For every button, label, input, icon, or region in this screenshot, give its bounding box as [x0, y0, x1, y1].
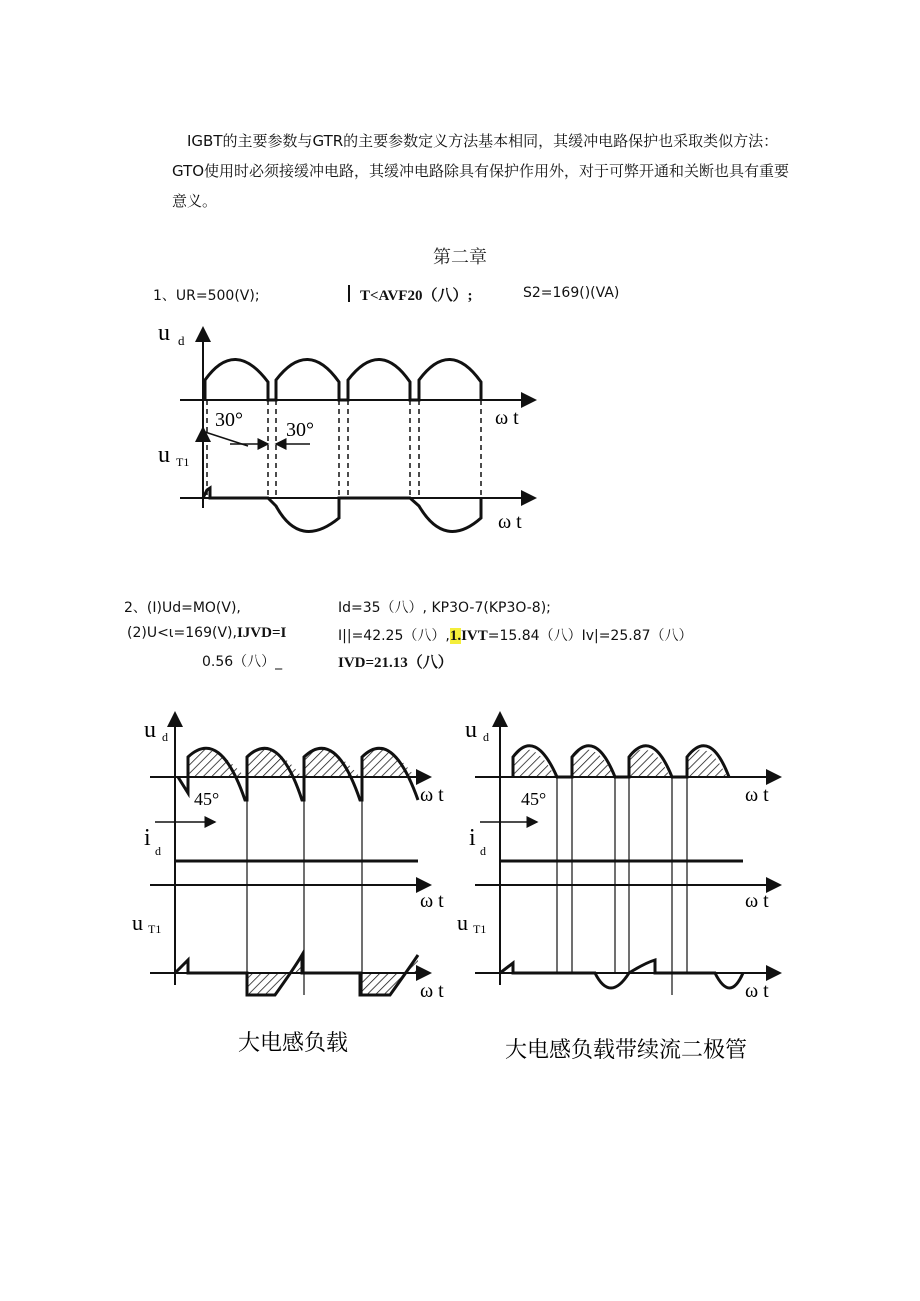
q2-currents — [338, 625, 693, 645]
q2-ijvd: IJVD=I — [236, 625, 287, 641]
ud-label-sub: d — [178, 333, 185, 348]
left-ud-hatch — [188, 749, 415, 777]
q2-ivt-value: =15.84（八）Iv|=25.87（八） — [487, 628, 693, 644]
wt-label-2: ω t — [498, 511, 522, 533]
left-id-sub: d — [155, 844, 161, 858]
left-ud-sub: d — [162, 730, 168, 744]
ut1-waveform — [203, 488, 481, 531]
q2-id: Id=35（八）, KP3O-7(KP3O-8); — [338, 600, 551, 616]
intro-paragraph: IGBT的主要参数与GTR的主要参数定义方法基本相同，其缓冲电路保护也采取类似方法：GTO使用时必须接缓冲电路，其缓冲电路除具有保护作用外，对于可弊开通和关断也具有重要意义。 — [172, 132, 790, 210]
left-ut1-label: u — [132, 910, 143, 935]
right-id-sub: d — [480, 844, 486, 858]
left-ut1-sub: T1 — [148, 922, 162, 936]
left-panel — [132, 713, 444, 1055]
left-angle: 45° — [194, 789, 220, 809]
right-angle: 45° — [521, 789, 547, 809]
right-ut1-label: u — [457, 910, 468, 935]
left-wt-3: ω t — [420, 980, 444, 1002]
left-caption: 大电感负载 — [238, 1030, 349, 1055]
figure-1-waveform — [140, 318, 560, 548]
ud-waveform — [205, 359, 481, 400]
q2-u2-text: (2)U<ι=169(V), — [127, 625, 237, 641]
q1-s2: S2=169()(VA) — [523, 285, 620, 301]
left-ud-label: u — [144, 717, 156, 743]
right-wt-3: ω t — [745, 980, 769, 1002]
figure-2-waveforms — [130, 705, 790, 1075]
q2-u2 — [127, 625, 286, 642]
left-wt-2: ω t — [420, 890, 444, 912]
q2-ivt-label: IVT — [461, 628, 488, 644]
wt-label-1: ω t — [495, 407, 519, 429]
ud-label: u — [158, 320, 170, 346]
left-ut1-hatch — [247, 955, 418, 995]
dashed-guides — [207, 400, 481, 498]
right-caption: 大电感负载带续流二极管 — [505, 1037, 748, 1062]
right-panel — [457, 713, 780, 1062]
q2-ivd: IVD=21.13（八） — [338, 655, 453, 671]
q1-bar — [348, 285, 350, 302]
q2-highlight: 1. — [449, 628, 462, 644]
chapter-title: 第二章 — [433, 247, 487, 268]
q1-it: T<AVF20（八）; — [360, 288, 473, 304]
q2-i-value: I||=42.25（八）, — [338, 628, 450, 644]
q2-056: 0.56（八）_ — [202, 654, 283, 670]
right-ut1-sub: T1 — [473, 922, 487, 936]
right-ud-sub: d — [483, 730, 489, 744]
right-id-label: i — [469, 825, 476, 851]
q2-ud: 2、(I)Ud=MO(V), — [124, 600, 241, 616]
angle-30-2: 30° — [286, 419, 314, 441]
ut1-label-sub: T1 — [176, 455, 190, 469]
right-wt-2: ω t — [745, 890, 769, 912]
left-id-label: i — [144, 825, 151, 851]
ut1-label: u — [158, 442, 170, 468]
q1-ur: 1、UR=500(V); — [153, 288, 260, 304]
right-wt-1: ω t — [745, 784, 769, 806]
left-wt-1: ω t — [420, 784, 444, 806]
right-ud-label: u — [465, 717, 477, 743]
angle-30-1: 30° — [215, 409, 243, 431]
